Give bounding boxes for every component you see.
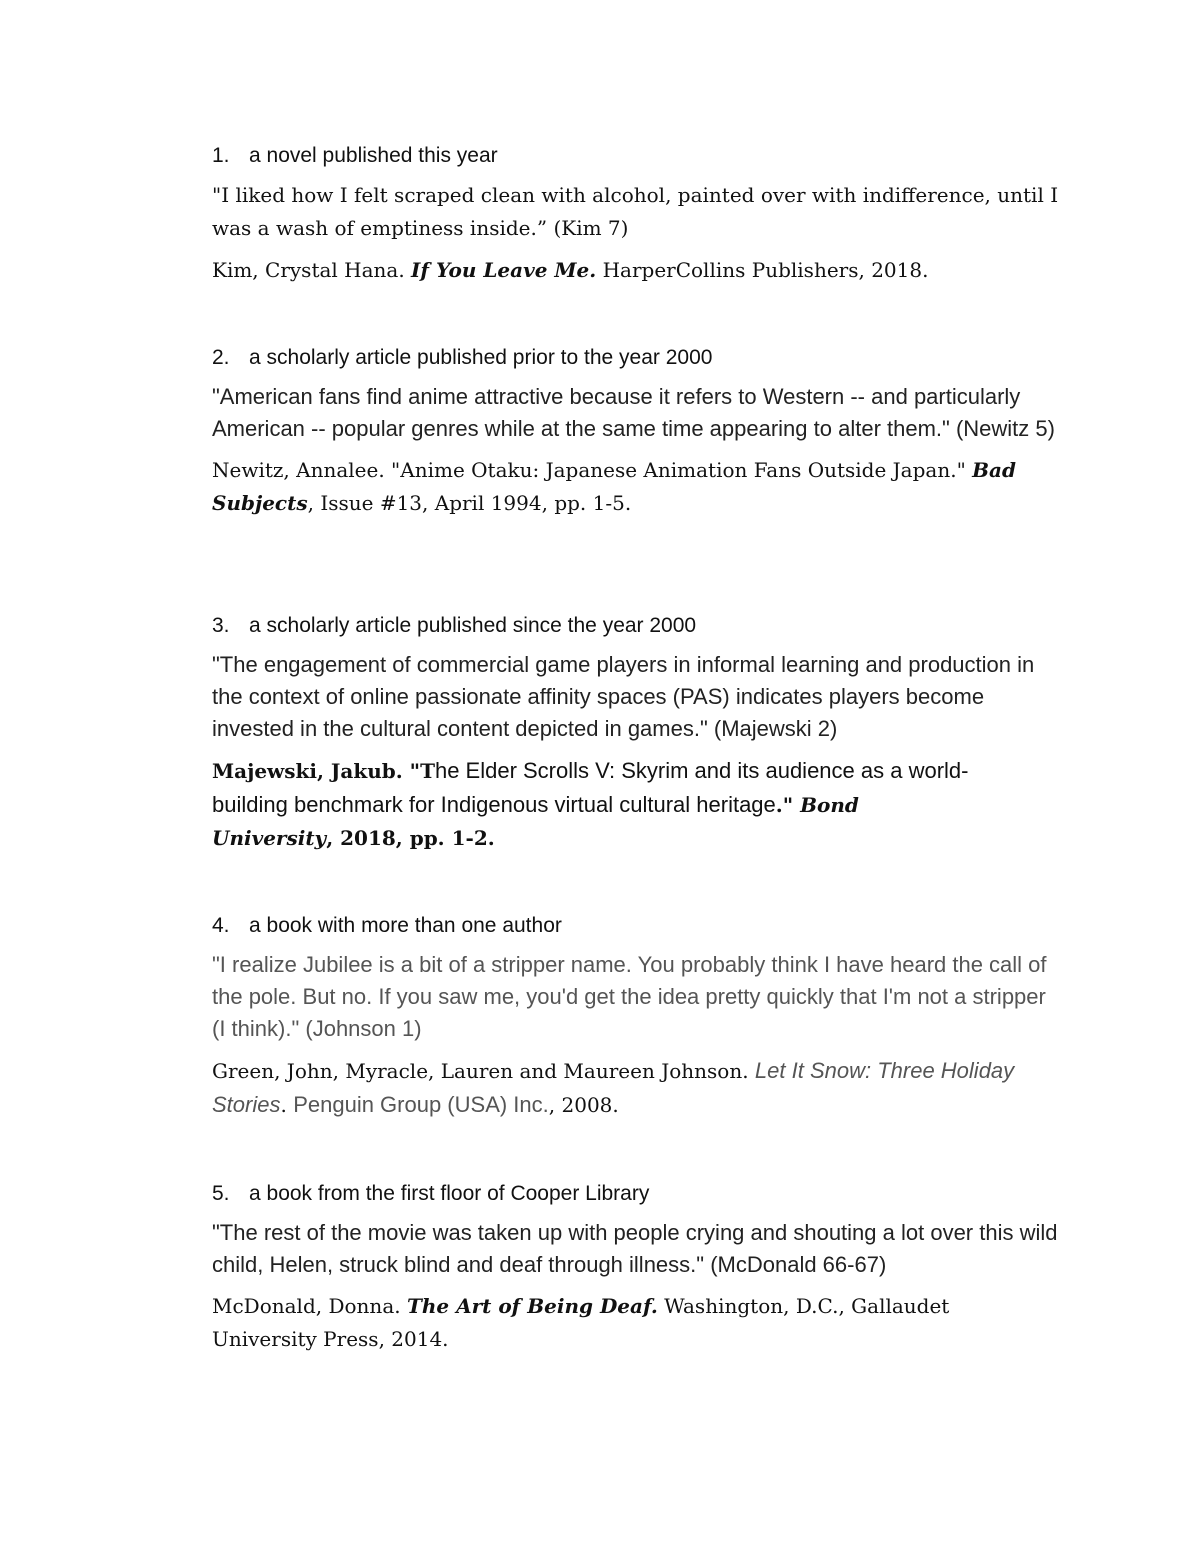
entry-heading bbox=[212, 912, 1072, 940]
citation-rest: Washington, D.C., Gallaudet University Press, 2014. bbox=[212, 1294, 950, 1351]
entry-citation bbox=[212, 1054, 1062, 1122]
entry-number: 2. bbox=[212, 346, 230, 369]
citation-author: Majewski, Jakub. "T bbox=[212, 759, 435, 783]
entry-citation bbox=[212, 254, 1072, 287]
entry-number: 4. bbox=[212, 914, 230, 937]
citation-title: Let It Snow: Three Holiday Stories bbox=[212, 1058, 1015, 1117]
citation-title: If You Leave Me. bbox=[411, 258, 597, 282]
citation-rest: , 2008. bbox=[548, 1093, 619, 1117]
entry-4 bbox=[212, 912, 1072, 1122]
citation-rest: , Issue #13, April 1994, pp. 1-5. bbox=[307, 491, 632, 515]
entry-heading-text: a scholarly article published since the year 2000 bbox=[249, 614, 697, 637]
entry-number: 3. bbox=[212, 614, 230, 637]
citation-publisher: Penguin Group (USA) Inc. bbox=[293, 1092, 549, 1117]
entry-quote: "American fans find anime attractive because it refers to Western -- and particularly American -- popular genres while at the same time appearing to alter them." (Newitz 5) bbox=[212, 384, 1055, 441]
entry-quote: "The rest of the movie was taken up with people crying and shouting a lot over this wild child, Helen, struck blind and deaf through illness." (McDonald 66-67) bbox=[212, 1220, 1058, 1277]
citation-rest: , 2018, pp. 1-2. bbox=[326, 826, 495, 850]
entry-quote: "The engagement of commercial game players in informal learning and production in the context of online passionate affinity spaces (PAS) indicates players become invested in the cultural content depicted in games." (Majewski 2) bbox=[212, 652, 1035, 741]
entry-quote: "I liked how I felt scraped clean with alcohol, painted over with indifference, until I was a wash of emptiness inside.” (Kim 7) bbox=[212, 183, 1059, 240]
entry-heading-text: a novel published this year bbox=[249, 144, 498, 167]
entry-heading-text: a book with more than one author bbox=[249, 914, 562, 937]
entry-heading-text: a book from the first floor of Cooper Library bbox=[249, 1182, 650, 1205]
citation-rest: HarperCollins Publishers, 2018. bbox=[596, 258, 929, 282]
citation-close-quote: ." bbox=[775, 793, 801, 817]
entry-1 bbox=[212, 142, 1072, 287]
entry-citation bbox=[212, 454, 1062, 520]
entry-number: 5. bbox=[212, 1182, 230, 1205]
entry-heading bbox=[212, 142, 1072, 170]
entry-heading bbox=[212, 344, 1072, 372]
entry-citation bbox=[212, 1290, 972, 1356]
citation-author: Kim, Crystal Hana. bbox=[212, 258, 412, 282]
entry-3 bbox=[212, 612, 1072, 855]
entry-quote: "I realize Jubilee is a bit of a stripper name. You probably think I have heard the call of the pole. But no. If you saw me, you'd get the idea pretty quickly that I'm not a stripper (I think)." (Johnson 1) bbox=[212, 952, 1047, 1041]
citation-author: McDonald, Donna. bbox=[212, 1294, 407, 1318]
entry-heading-text: a scholarly article published prior to the year 2000 bbox=[249, 346, 713, 369]
citation-title: Bad Subjects bbox=[212, 458, 1016, 515]
entry-heading bbox=[212, 612, 1072, 640]
entry-heading bbox=[212, 1180, 1072, 1208]
citation-author: Green, John, Myracle, Lauren and Maureen Johnson. bbox=[212, 1059, 755, 1083]
entry-number: 1. bbox=[212, 144, 230, 167]
citation-article-title: he Elder Scrolls V: Skyrim and its audience as a world-building benchmark for Indigenous virtual cultural heritage bbox=[212, 758, 969, 817]
citation-dot: . bbox=[280, 1093, 294, 1117]
citation-author: Newitz, Annalee. "Anime Otaku: Japanese Animation Fans Outside Japan." bbox=[212, 458, 973, 482]
citation-title: The Art of Being Deaf. bbox=[406, 1294, 658, 1318]
citation-title: Bond University bbox=[212, 793, 859, 850]
entry-2 bbox=[212, 344, 1072, 520]
entry-citation bbox=[212, 754, 972, 855]
entry-5 bbox=[212, 1180, 1072, 1356]
